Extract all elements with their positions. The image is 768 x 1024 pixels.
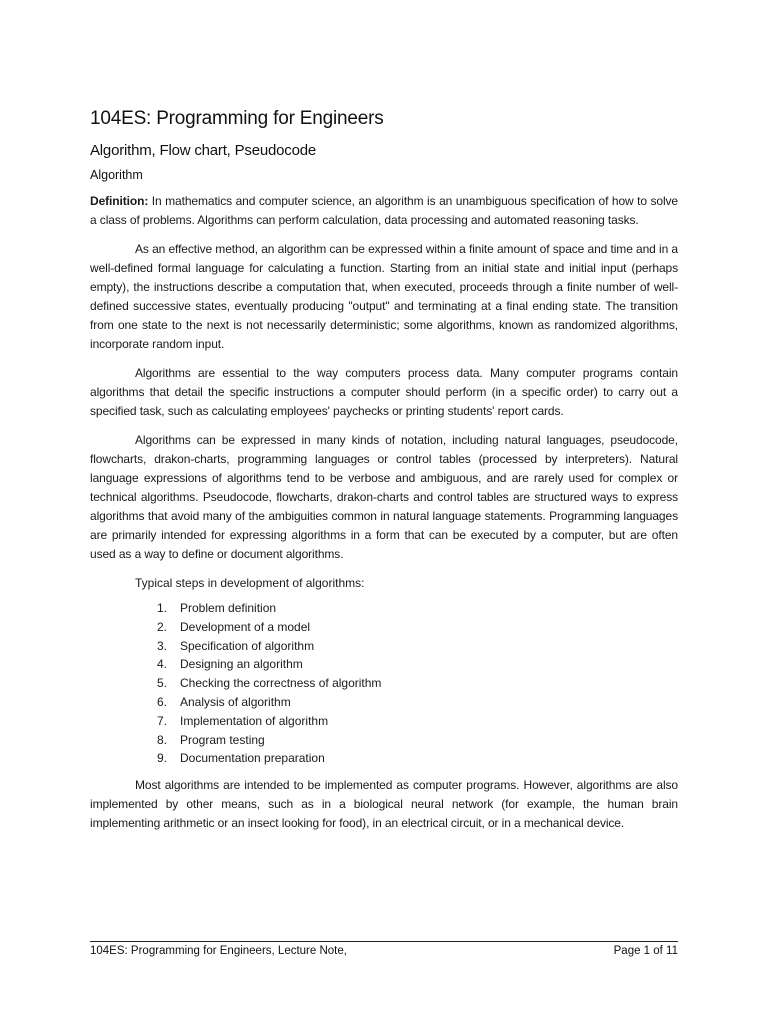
list-item-number: 3. — [157, 638, 168, 653]
list-item — [90, 712, 678, 731]
closing-paragraph: Most algorithms are intended to be implemented as computer programs. However, algorithms are also implemented by other means, such as in a biological neural network (for example, the human brain implementing arithmetic or an insect looking for food), in an electrical circuit, or in a mechanical device. — [90, 778, 678, 831]
body-paragraph: As an effective method, an algorithm can be expressed within a finite amount of space and time and in a well-defined formal language for calculating a function. Starting from an initial state and initial input (perhaps empty), the instructions describe a computation that, when executed, proceeds through a finite number of well-defined successive states, eventually producing "output" and terminating at a final ending state. The transition from one state to the next is not necessarily deterministic; some algorithms, known as randomized algorithms, incorporate random input. — [90, 242, 678, 351]
body-paragraph: Algorithms can be expressed in many kinds of notation, including natural languages, pseudocode, flowcharts, drakon-charts, programming languages or control tables (processed by interpreters). Natural language expressions of algorithms tend to be verbose and ambiguous, and are rarely used for complex or technical algorithms. Pseudocode, flowcharts, drakon-charts and control tables are structured ways to express algorithms that avoid many of the ambiguities common in natural language statements. Programming languages are primarily intended for expressing algorithms in a form that can be executed by a computer, but are often used as a way to define or document algorithms. — [90, 433, 678, 561]
section-heading: Algorithm — [90, 168, 143, 182]
list-item-number: 5. — [157, 676, 168, 691]
list-item-number: 1. — [157, 601, 168, 615]
list-item-number: 8. — [157, 732, 168, 747]
list-item-text: Implementation of algorithm — [180, 713, 329, 728]
list-item-number: 9. — [157, 751, 168, 766]
definition-text: In mathematics and computer science, an algorithm is an unambiguous specification of how to solve a class of problems. Algorithms can perform calculation, data processing and automated reasoning tasks. — [90, 194, 678, 227]
definition-paragraph — [90, 192, 678, 230]
list-item-text: Problem definition — [180, 601, 277, 615]
list-item-text: Development of a model — [180, 619, 311, 634]
list-item — [90, 693, 678, 712]
definition-label: Definition: — [90, 194, 149, 208]
steps-list — [90, 599, 678, 768]
list-item-number: 2. — [157, 619, 168, 634]
page-footer — [90, 941, 678, 957]
list-item — [90, 637, 678, 656]
list-item — [90, 674, 678, 693]
list-item — [90, 731, 678, 750]
list-item-number: 4. — [157, 657, 168, 672]
list-item-text: Designing an algorithm — [180, 657, 303, 672]
document-page — [90, 108, 678, 843]
list-item-text: Checking the correctness of algorithm — [180, 676, 382, 691]
list-item — [90, 749, 678, 768]
body-paragraph: Algorithms are essential to the way computers process data. Many computer programs contain algorithms that detail the specific instructions a computer should perform (in a specific order) to carry out a specified task, such as calculating employees' paychecks or printing students' report cards. — [90, 366, 678, 418]
list-item-number: 7. — [157, 713, 168, 728]
list-item — [90, 655, 678, 674]
list-item — [90, 599, 678, 618]
list-item-text: Documentation preparation — [180, 751, 325, 766]
steps-intro: Typical steps in development of algorithms: — [135, 576, 365, 590]
document-title: 104ES: Programming for Engineers — [90, 108, 384, 129]
list-item-text: Analysis of algorithm — [180, 694, 291, 709]
document-subtitle: Algorithm, Flow chart, Pseudocode — [90, 142, 317, 159]
footer-title: 104ES: Programming for Engineers, Lecture Note, — [90, 945, 347, 957]
list-item — [90, 618, 678, 637]
list-item-text: Program testing — [180, 732, 265, 747]
list-item-number: 6. — [157, 694, 168, 709]
list-item-text: Specification of algorithm — [180, 638, 315, 653]
page-number: Page 1 of 11 — [613, 945, 678, 957]
